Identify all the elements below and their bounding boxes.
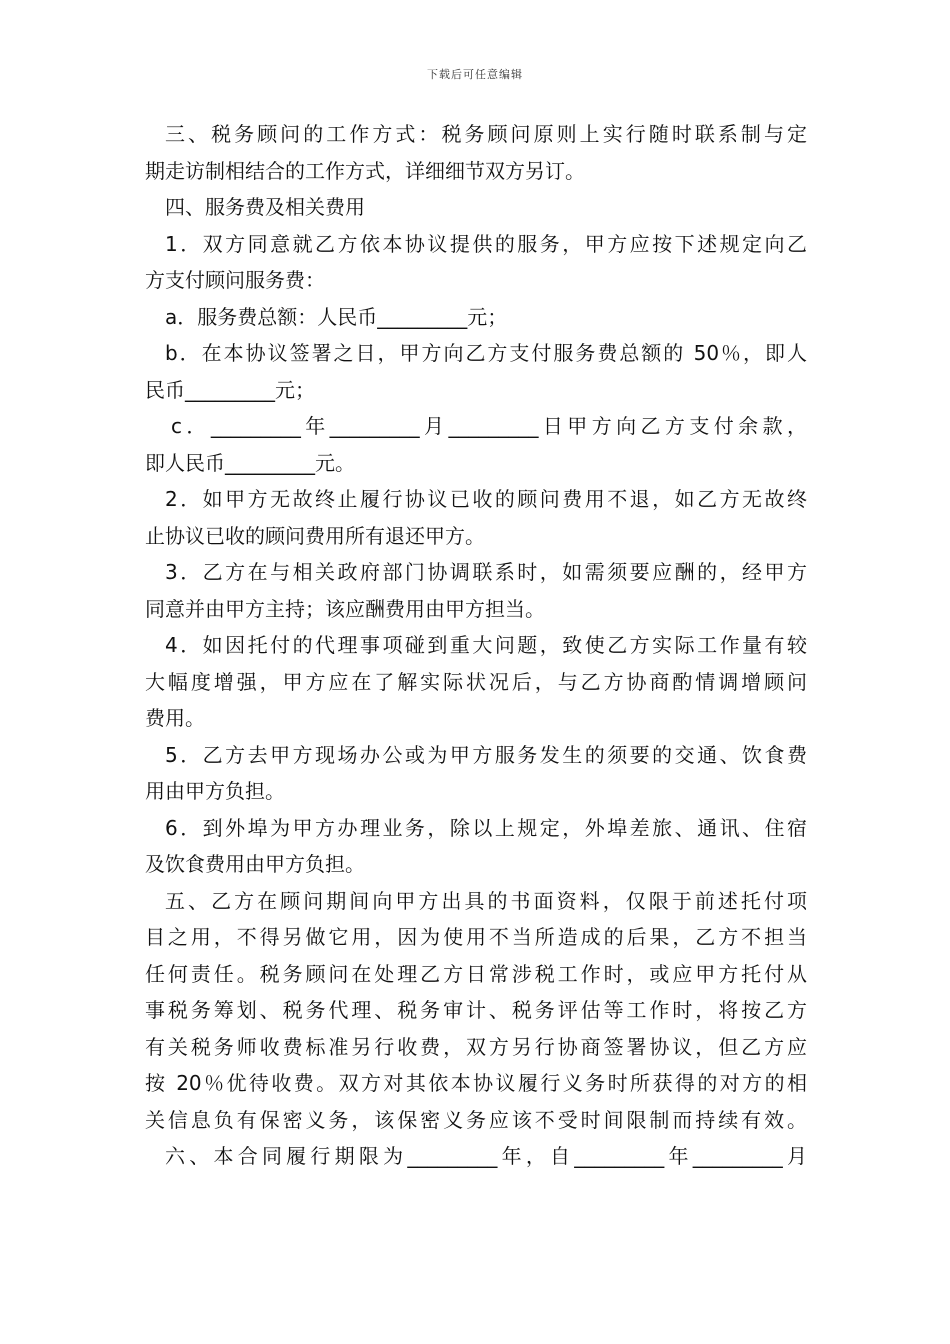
paragraph-line: 6．到外埠为甲方办理业务，除以上规定，外埠差旅、通讯、住宿 <box>165 815 807 840</box>
paragraph-line: 用由甲方负担。 <box>145 779 285 803</box>
paragraph-line: 2．如甲方无故终止履行协议已收的顾问费用不退，如乙方无故终 <box>165 487 807 511</box>
paragraph-line: 民币_________元； <box>145 377 315 402</box>
paragraph-line: 止协议已收的顾问费用所有退还甲方。 <box>145 523 485 548</box>
document-body <box>145 116 807 1175</box>
paragraph-line: c．_________年_________月_________日甲方向乙方支付余款， <box>171 414 807 438</box>
paragraph-line: 3．乙方在与相关政府部门协调联系时，如需须要应酬的，经甲方 <box>165 560 807 584</box>
paragraph-line: 即人民币_________元。 <box>145 450 355 475</box>
paragraph-line: b．在本协议签署之日，甲方向乙方支付服务费总额的 50％，即人 <box>165 341 807 365</box>
section-heading: 四、服务费及相关费用 <box>165 195 365 219</box>
paragraph-line: 5．乙方去甲方现场办公或为甲方服务发生的须要的交通、饮食费 <box>165 742 807 767</box>
paragraph-line: 费用。 <box>145 706 205 730</box>
paragraph-line: 六、本合同履行期限为_________年，自_________年_________月 <box>165 1144 807 1168</box>
paragraph-line: 目之用，不得另做它用，因为使用不当所造成的后果，乙方不担当 <box>145 925 807 949</box>
paragraph-line: 事税务筹划、税务代理、税务审计、税务评估等工作时，将按乙方 <box>145 998 807 1022</box>
paragraph-line: 有关税务师收费标准另行收费，双方另行协商签署协议，但乙方应 <box>145 1034 807 1059</box>
page-header: 下载后可任意编辑 <box>427 68 523 81</box>
paragraph-line: 大幅度增强，甲方应在了解实际状况后，与乙方协商酌情调增顾问 <box>145 669 807 694</box>
paragraph-line: 任何责任。税务顾问在处理乙方日常涉税工作时，或应甲方托付从 <box>145 961 807 986</box>
paragraph-line: 同意并由甲方主持；该应酬费用由甲方担当。 <box>145 596 545 621</box>
paragraph-line: 三、税务顾问的工作方式：税务顾问原则上实行随时联系制与定 <box>165 122 807 146</box>
paragraph-line: 五、乙方在顾问期间向甲方出具的书面资料，仅限于前述托付项 <box>165 888 807 913</box>
paragraph-line: 按 20％优待收费。双方对其依本协议履行义务时所获得的对方的相 <box>145 1071 807 1095</box>
paragraph-line: 关信息负有保密义务，该保密义务应该不受时间限制而持续有效。 <box>145 1107 807 1132</box>
paragraph-line: a．服务费总额：人民币_________元； <box>165 304 508 329</box>
paragraph-line: 方支付顾问服务费： <box>145 268 325 292</box>
paragraph-line: 期走访制相结合的工作方式，详细细节双方另订。 <box>145 158 585 183</box>
paragraph-line: 及饮食费用由甲方负担。 <box>145 852 365 876</box>
paragraph-line: 4．如因托付的代理事项碰到重大问题，致使乙方实际工作量有较 <box>165 633 807 657</box>
paragraph-line: 1．双方同意就乙方依本协议提供的服务，甲方应按下述规定向乙 <box>165 231 807 256</box>
